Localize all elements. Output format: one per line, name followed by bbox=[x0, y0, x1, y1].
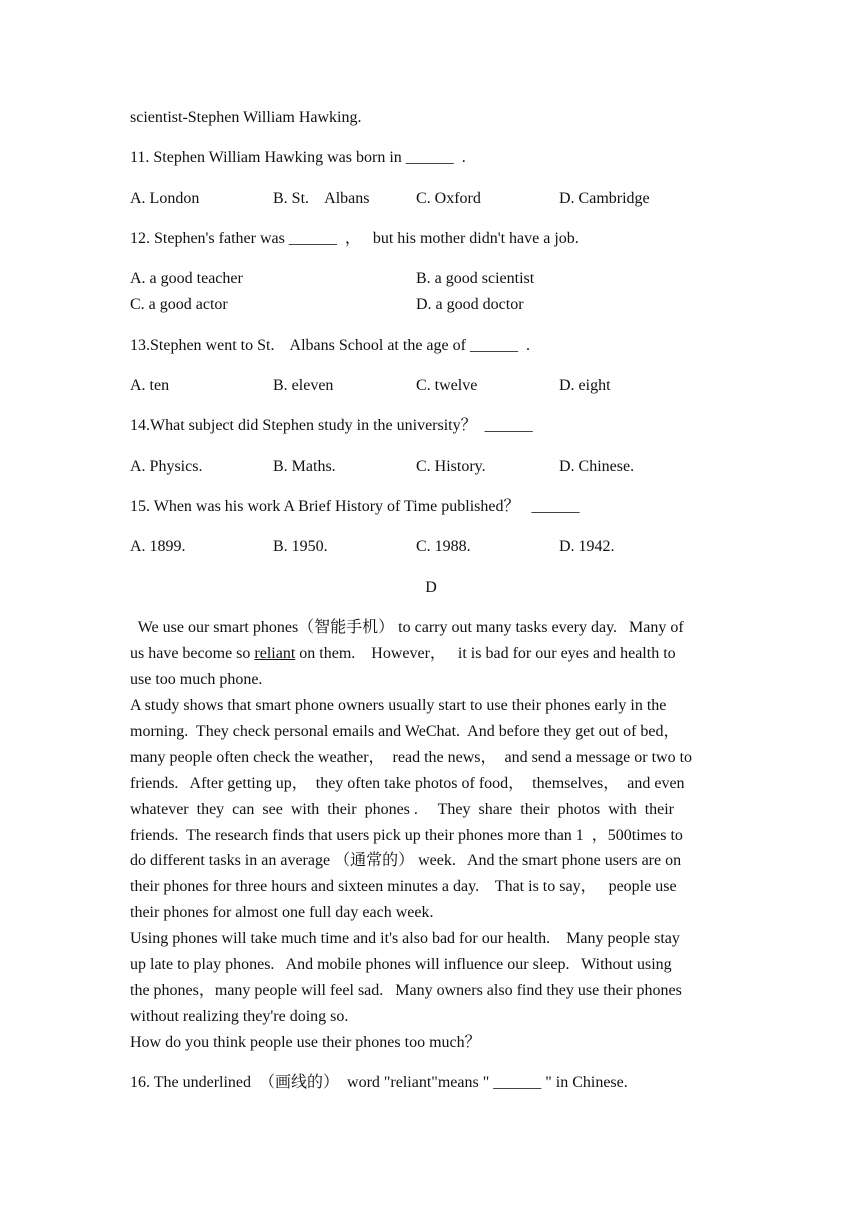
passage-line: friends. The research finds that users pick up their phones more than 1 ，500times to bbox=[130, 826, 683, 844]
q13-option-d: D. eight bbox=[559, 377, 611, 394]
q15-option-d: D. 1942. bbox=[559, 538, 615, 555]
passage-line: their phones for three hours and sixteen minutes a day. That is to say， people use bbox=[130, 878, 677, 896]
passage-line: the phones，many people will feel sad. Many owners also find they use their phones bbox=[130, 981, 682, 999]
q13-option-b: B. eleven bbox=[273, 377, 334, 394]
passage-paragraph-1 bbox=[130, 615, 732, 693]
q14-option-d: D. Chinese. bbox=[559, 458, 635, 475]
underlined-word: reliant bbox=[254, 644, 296, 662]
passage-line: whatever they can see with their phones . They share their photos with their bbox=[130, 800, 675, 818]
question-13-stem: 13.Stephen went to St. Albans School at the age of ______ . bbox=[130, 337, 530, 354]
passage-line: friends. After getting up， they often take photos of food， themselves， and even bbox=[130, 774, 685, 792]
question-16-stem: 16. The underlined （画线的） word "reliant"means " ______ " in Chinese. bbox=[130, 1074, 628, 1091]
passage-line: up late to play phones. And mobile phones will influence our sleep. Without using bbox=[130, 955, 672, 973]
passage-text: us have become so bbox=[130, 644, 255, 662]
passage-line: their phones for almost one full day each week. bbox=[130, 904, 434, 922]
q11-option-d: D. Cambridge bbox=[559, 190, 650, 207]
q12-option-a: A. a good teacher bbox=[130, 270, 243, 287]
passage-text: on them. However， it is bad for our eyes and health to bbox=[295, 644, 676, 662]
q14-option-b: B. Maths. bbox=[273, 458, 336, 475]
q15-option-c: C. 1988. bbox=[416, 538, 471, 555]
q15-option-b: B. 1950. bbox=[273, 538, 328, 555]
section-letter: D bbox=[425, 579, 437, 596]
q11-option-b: B. St. Albans bbox=[273, 190, 370, 207]
passage-paragraph-2 bbox=[130, 693, 732, 926]
q12-option-c: C. a good actor bbox=[130, 296, 228, 313]
passage-line: many people often check the weather， read the news， and send a message or two to bbox=[130, 748, 693, 766]
q12-option-d: D. a good doctor bbox=[416, 296, 524, 313]
passage-line: use too much phone. bbox=[130, 670, 263, 688]
q11-option-a: A. London bbox=[130, 190, 200, 207]
q11-option-c: C. Oxford bbox=[416, 190, 481, 207]
question-15-stem: 15. When was his work A Brief History of Time published？ ______ bbox=[130, 498, 580, 515]
passage-line: without realizing they're doing so. bbox=[130, 1007, 349, 1025]
q14-option-c: C. History. bbox=[416, 458, 486, 475]
passage-line: Using phones will take much time and it's also bad for our health. Many people stay bbox=[130, 930, 680, 947]
passage-line: A study shows that smart phone owners usually start to use their phones early in the bbox=[130, 697, 667, 714]
passage-paragraph-4: How do you think people use their phones too much？ bbox=[130, 1034, 481, 1051]
q13-option-c: C. twelve bbox=[416, 377, 478, 394]
passage-line: We use our smart phones（智能手机） to carry out many tasks every day. Many of bbox=[130, 619, 684, 636]
question-14-stem: 14.What subject did Stephen study in the university？ ______ bbox=[130, 417, 533, 434]
question-12-stem: 12. Stephen's father was ______ ， but his mother didn't have a job. bbox=[130, 230, 579, 247]
q15-option-a: A. 1899. bbox=[130, 538, 186, 555]
intro-tail: scientist-Stephen William Hawking. bbox=[130, 109, 362, 126]
question-11-stem: 11. Stephen William Hawking was born in ______ . bbox=[130, 149, 466, 166]
q12-option-b: B. a good scientist bbox=[416, 270, 535, 287]
passage-paragraph-3 bbox=[130, 926, 732, 1030]
q14-option-a: A. Physics. bbox=[130, 458, 203, 475]
passage-line: do different tasks in an average （通常的） week. And the smart phone users are on bbox=[130, 852, 682, 870]
q13-option-a: A. ten bbox=[130, 377, 170, 394]
passage-line bbox=[130, 641, 732, 667]
passage-line: morning. They check personal emails and WeChat. And before they get out of bed， bbox=[130, 722, 680, 740]
